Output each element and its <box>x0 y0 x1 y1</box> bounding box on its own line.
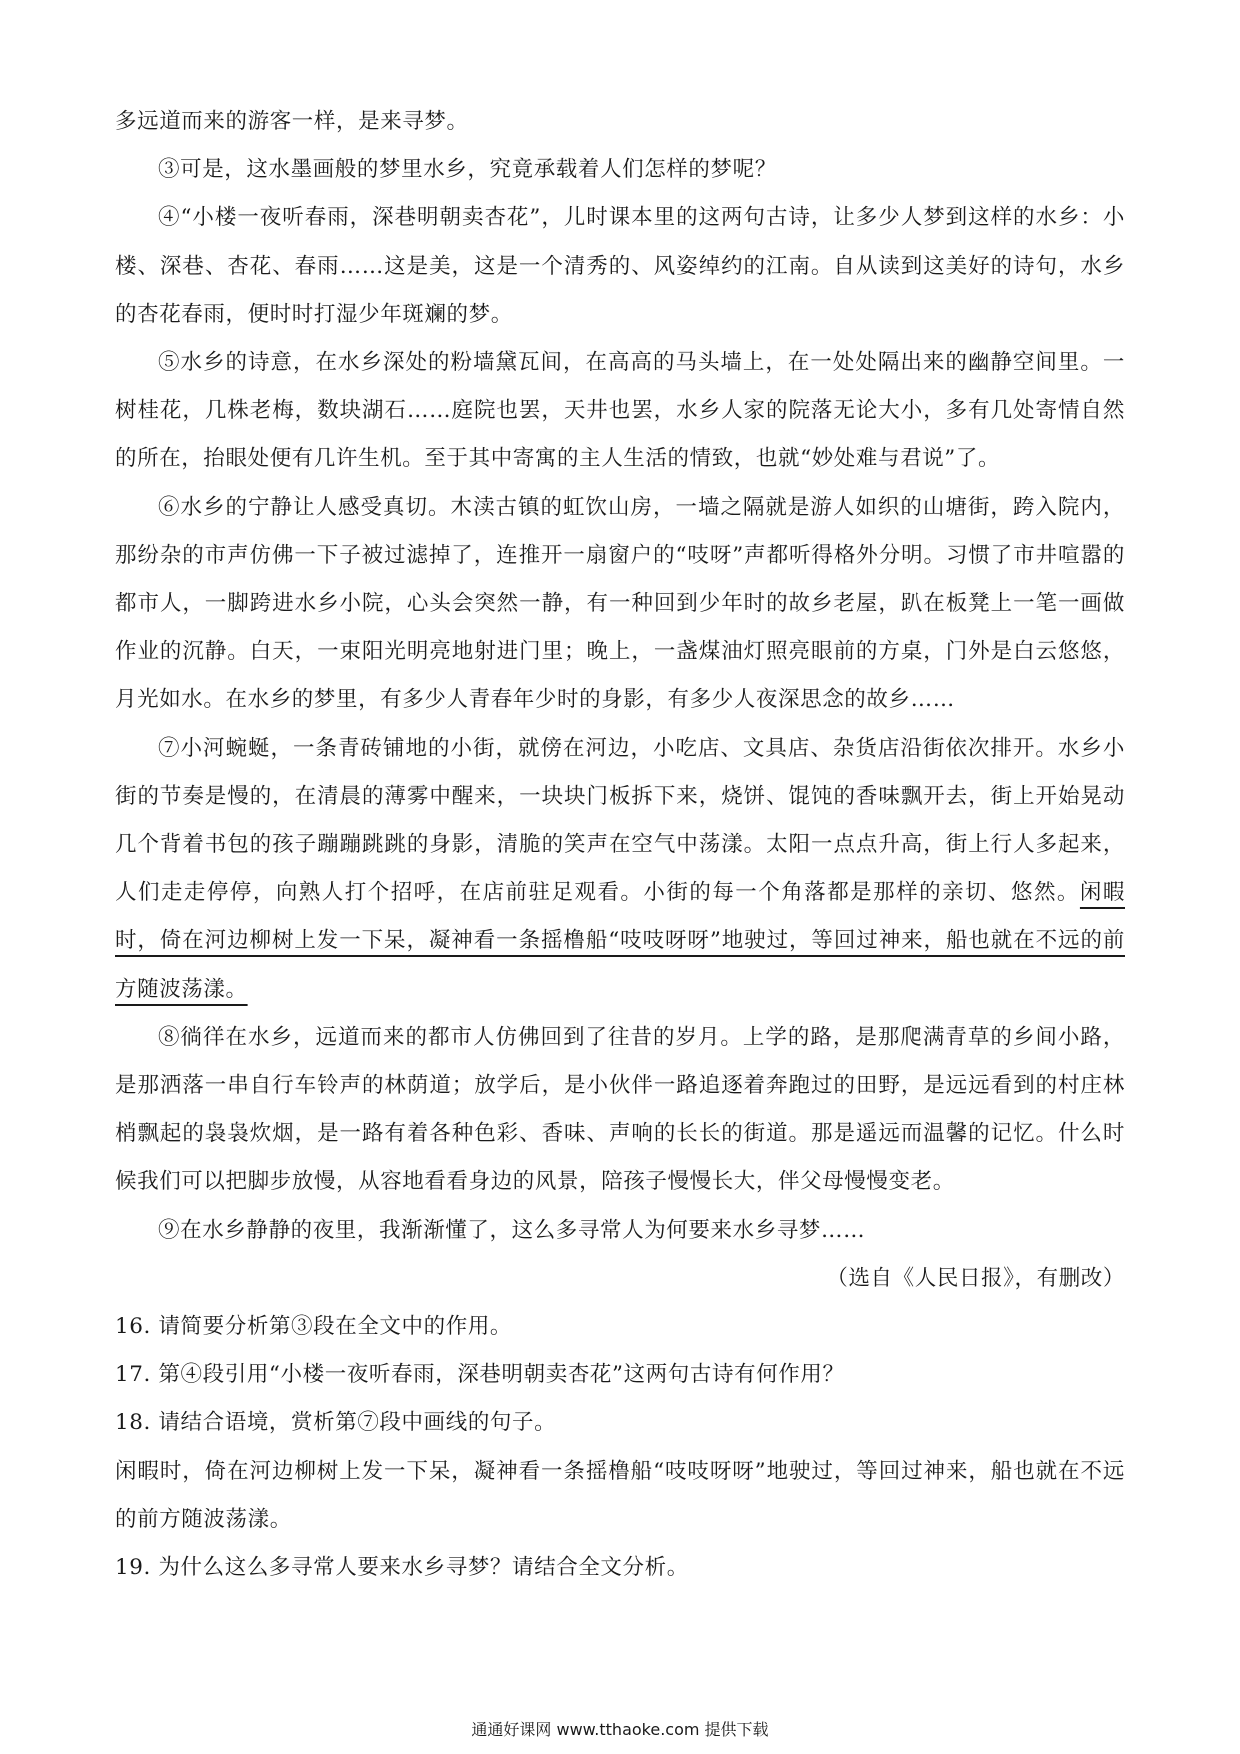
footer-watermark: 通通好课网 www.tthaoke.com 提供下载 <box>471 1720 769 1739</box>
paragraph-continued: 多远道而来的游客一样，是来寻梦。 <box>115 109 469 134</box>
question-16: 16. 请简要分析第③段在全文中的作用。 <box>115 1314 513 1340</box>
paragraph-9: ⑨在水乡静静的夜里，我渐渐懂了，这么多寻常人为何要来水乡寻梦…… <box>158 1217 866 1243</box>
question-18: 18. 请结合语境，赏析第⑦段中画线的句子。 <box>115 1410 557 1436</box>
paragraph-3: ③可是，这水墨画般的梦里水乡，究竟承载着人们怎样的梦呢？ <box>158 157 777 183</box>
source-citation: （选自《人民日报》，有删改） <box>826 1265 1125 1291</box>
paragraph-8: ⑧徜徉在水乡，远道而来的都市人仿佛回到了往昔的岁月。上学的路，是那爬满青草的乡间小路，是那洒落一串自行车铃声的林荫道；放学后，是小伙伴一路追逐着奔跑过的田野，是远远看到的村庄林梢飘起的袅袅炊烟，是一路有着各种色彩、香味、声响的长长的街道。那是遥远而温馨的记忆。什么时候我们可以把脚步放慢，从容地看看身边的风景，陪孩子慢慢长大，伴父母慢慢变老。 <box>115 1024 1125 1195</box>
paragraph-6: ⑥水乡的宁静让人感受真切。木渎古镇的虹饮山房，一墙之隔就是游人如织的山塘街，跨入院内，那纷杂的市声仿佛一下子被过滤掉了，连推开一扇窗户的“吱呀”声都听得格外分明。习惯了市井喧嚣的都市人，一脚跨进水乡小院，心头会突然一静，有一种回到少年时的故乡老屋，趴在板凳上一笔一画做作业的沉静。白天，一束阳光明亮地射进门里；晚上，一盏煤油灯照亮眼前的方桌，门外是白云悠悠，月光如水。在水乡的梦里，有多少人青春年少时的身影，有多少人夜深思念的故乡…… <box>115 494 1125 713</box>
paragraph-7-text: ⑦小河蜿蜒，一条青砖铺地的小街，就傍在河边，小吃店、文具店、杂货店沿街依次排开。水乡小街的节奏是慢的，在清晨的薄雾中醒来，一块块门板拆下来，烧饼、馄饨的香味飘开去，街上开始晃动几个背着书包的孩子蹦蹦跳跳的身影，清脆的笑声在空气中荡漾。太阳一点点升高，街上行人多起来，人们走走停停，向熟人打个招呼，在店前驻足观看。小街的每一个角落都是那样的亲切、悠然。 <box>115 735 1125 906</box>
paragraph-5: ⑤水乡的诗意，在水乡深处的粉墙黛瓦间，在高高的马头墙上，在一处处隔出来的幽静空间里。一树桂花，几株老梅，数块湖石……庭院也罢，天井也罢，水乡人家的院落无论大小，多有几处寄情自然的所在，抬眼处便有几许生机。至于其中寄寓的主人生活的情致，也就“妙处难与君说”了。 <box>115 350 1125 472</box>
underlined-sentence: 闲暇时，倚在河边柳树上发一下呆，凝神看一条摇橹船“吱吱呀呀”地驶过，等回过神来，船也就在不远的前方随波荡漾。 <box>115 880 1125 1002</box>
reading-passage <box>115 98 1125 1592</box>
question-17: 17. 第④段引用“小楼一夜听春雨，深巷明朝卖杏花”这两句古诗有何作用？ <box>115 1362 845 1388</box>
paragraph-7 <box>115 725 1125 1014</box>
paragraph-4: ④“小楼一夜听春雨，深巷明朝卖杏花”，儿时课本里的这两句古诗，让多少人梦到这样的水乡：小楼、深巷、杏花、春雨……这是美，这是一个清秀的、风姿绰约的江南。自从读到这美好的诗句，水乡的杏花春雨，便时时打湿少年斑斓的梦。 <box>115 205 1125 327</box>
question-19: 19. 为什么这么多寻常人要来水乡寻梦？请结合全文分析。 <box>115 1555 689 1581</box>
question-18-quote: 闲暇时，倚在河边柳树上发一下呆，凝神看一条摇橹船“吱吱呀呀”地驶过，等回过神来，船也就在不远的前方随波荡漾。 <box>115 1458 1125 1532</box>
